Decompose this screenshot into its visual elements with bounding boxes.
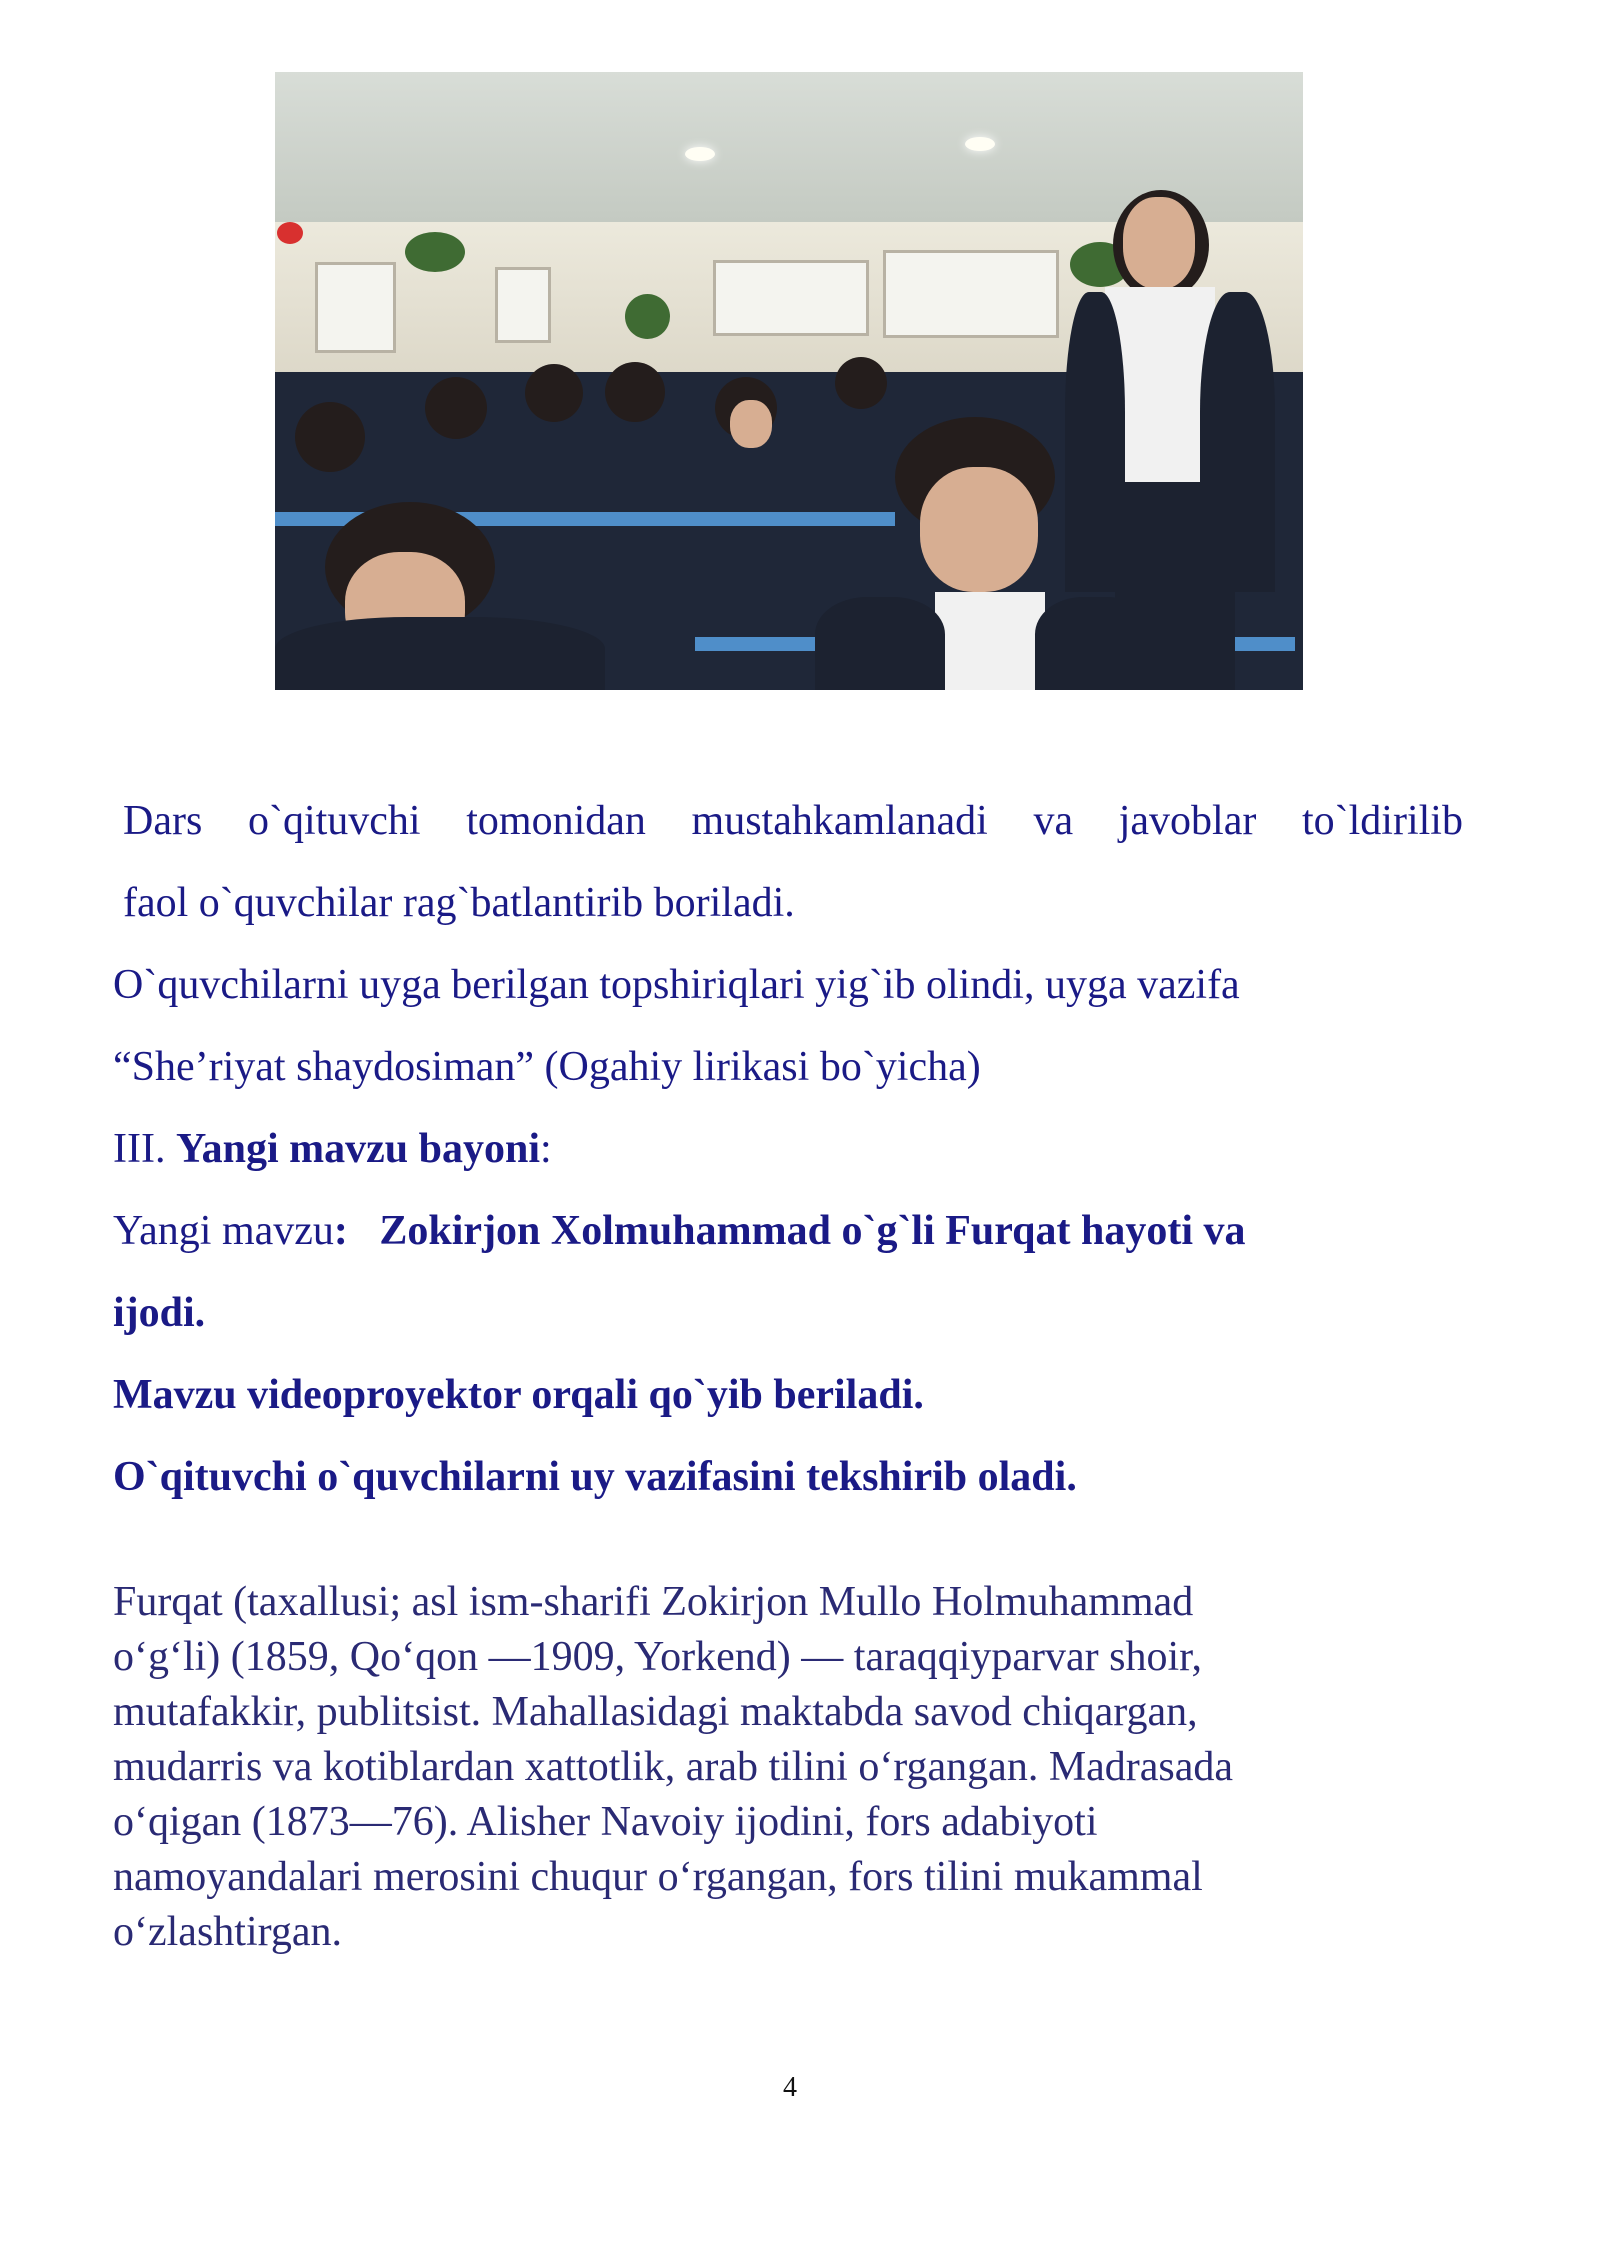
photo-lamp: [685, 147, 715, 161]
photo-lamp: [965, 137, 995, 151]
photo-poster: [495, 267, 551, 343]
biography-paragraph: [113, 1575, 1443, 1960]
word: mustahkamlanadi: [691, 798, 988, 844]
topic-title-continued: ijodi.: [113, 1290, 206, 1336]
photo-student: [525, 364, 583, 422]
photo-jacket: [815, 597, 945, 690]
photo-shirt: [935, 592, 1045, 690]
paragraph-1-line-1: [123, 797, 1463, 845]
page-number: 4: [783, 2072, 797, 2103]
section-colon: :: [540, 1126, 552, 1172]
photo-jacket: [275, 617, 605, 690]
topic-colon: :: [333, 1208, 348, 1254]
word: Dars: [123, 798, 203, 844]
section-title: Yangi mavzu bayoni: [175, 1126, 541, 1172]
paragraph-2-line-2: “She’riyat shaydosiman” (Ogahiy lirikasi bo`yicha): [113, 1044, 981, 1090]
word: tomonidan: [466, 798, 646, 844]
bio-line: o‘qigan (1873—76). Alisher Navoiy ijodini, fors adabiyoti: [113, 1799, 1098, 1845]
bio-line: mudarris va kotiblardan xattotlik, arab tilini o‘rgangan. Madrasada: [113, 1744, 1234, 1790]
photo-plant: [405, 232, 465, 272]
word: o`qituvchi: [247, 798, 421, 844]
topic-title: Zokirjon Xolmuhammad o`g`li Furqat hayoti va: [379, 1208, 1246, 1254]
bio-line: Furqat (taxallusi; asl ism-sharifi Zokirjon Mullo Holmuhammad: [113, 1579, 1194, 1625]
word: javoblar: [1118, 798, 1257, 844]
topic-label: Yangi mavzu: [113, 1208, 334, 1254]
bio-line: o‘g‘li) (1859, Qo‘qon —1909, Yorkend) — taraqqiyparvar shoir,: [113, 1634, 1202, 1680]
photo-face: [730, 400, 772, 448]
photo-face: [920, 467, 1038, 592]
photo-portrait-board: [713, 260, 869, 336]
bold-line-2: O`qituvchi o`quvchilarni uy vazifasini tekshirib oladi.: [113, 1454, 1077, 1500]
bold-line-1: Mavzu videoproyektor orqali qo`yib beriladi.: [113, 1372, 924, 1418]
section-number: III.: [113, 1126, 166, 1172]
photo-teacher-face: [1123, 197, 1195, 289]
topic-line: [113, 1207, 1246, 1255]
photo-portrait-board: [883, 250, 1059, 338]
photo-student: [425, 377, 487, 439]
photo-student: [605, 362, 665, 422]
photo-poster: [315, 262, 396, 353]
photo-teacher-skirt: [1115, 482, 1235, 690]
paragraph-1-line-2: faol o`quvchilar rag`batlantirib boriladi.: [123, 880, 795, 926]
bio-line: namoyandalari merosini chuqur o‘rgangan, fors tilini mukammal: [113, 1854, 1203, 1900]
photo-student: [295, 402, 365, 472]
photo-student: [835, 357, 887, 409]
paragraph-2-line-1: O`quvchilarni uyga berilgan topshiriqlari yig`ib olindi, uyga vazifa: [113, 962, 1240, 1008]
photo-balloon: [277, 222, 303, 244]
word: to`ldirilib: [1301, 798, 1463, 844]
bio-line: mutafakkir, publitsist. Mahallasidagi maktabda savod chiqargan,: [113, 1689, 1198, 1735]
bio-line: o‘zlashtirgan.: [113, 1909, 342, 1955]
word: va: [1033, 798, 1074, 844]
photo-plant: [625, 294, 670, 339]
section-heading: [113, 1125, 552, 1173]
classroom-photo: [275, 72, 1303, 690]
